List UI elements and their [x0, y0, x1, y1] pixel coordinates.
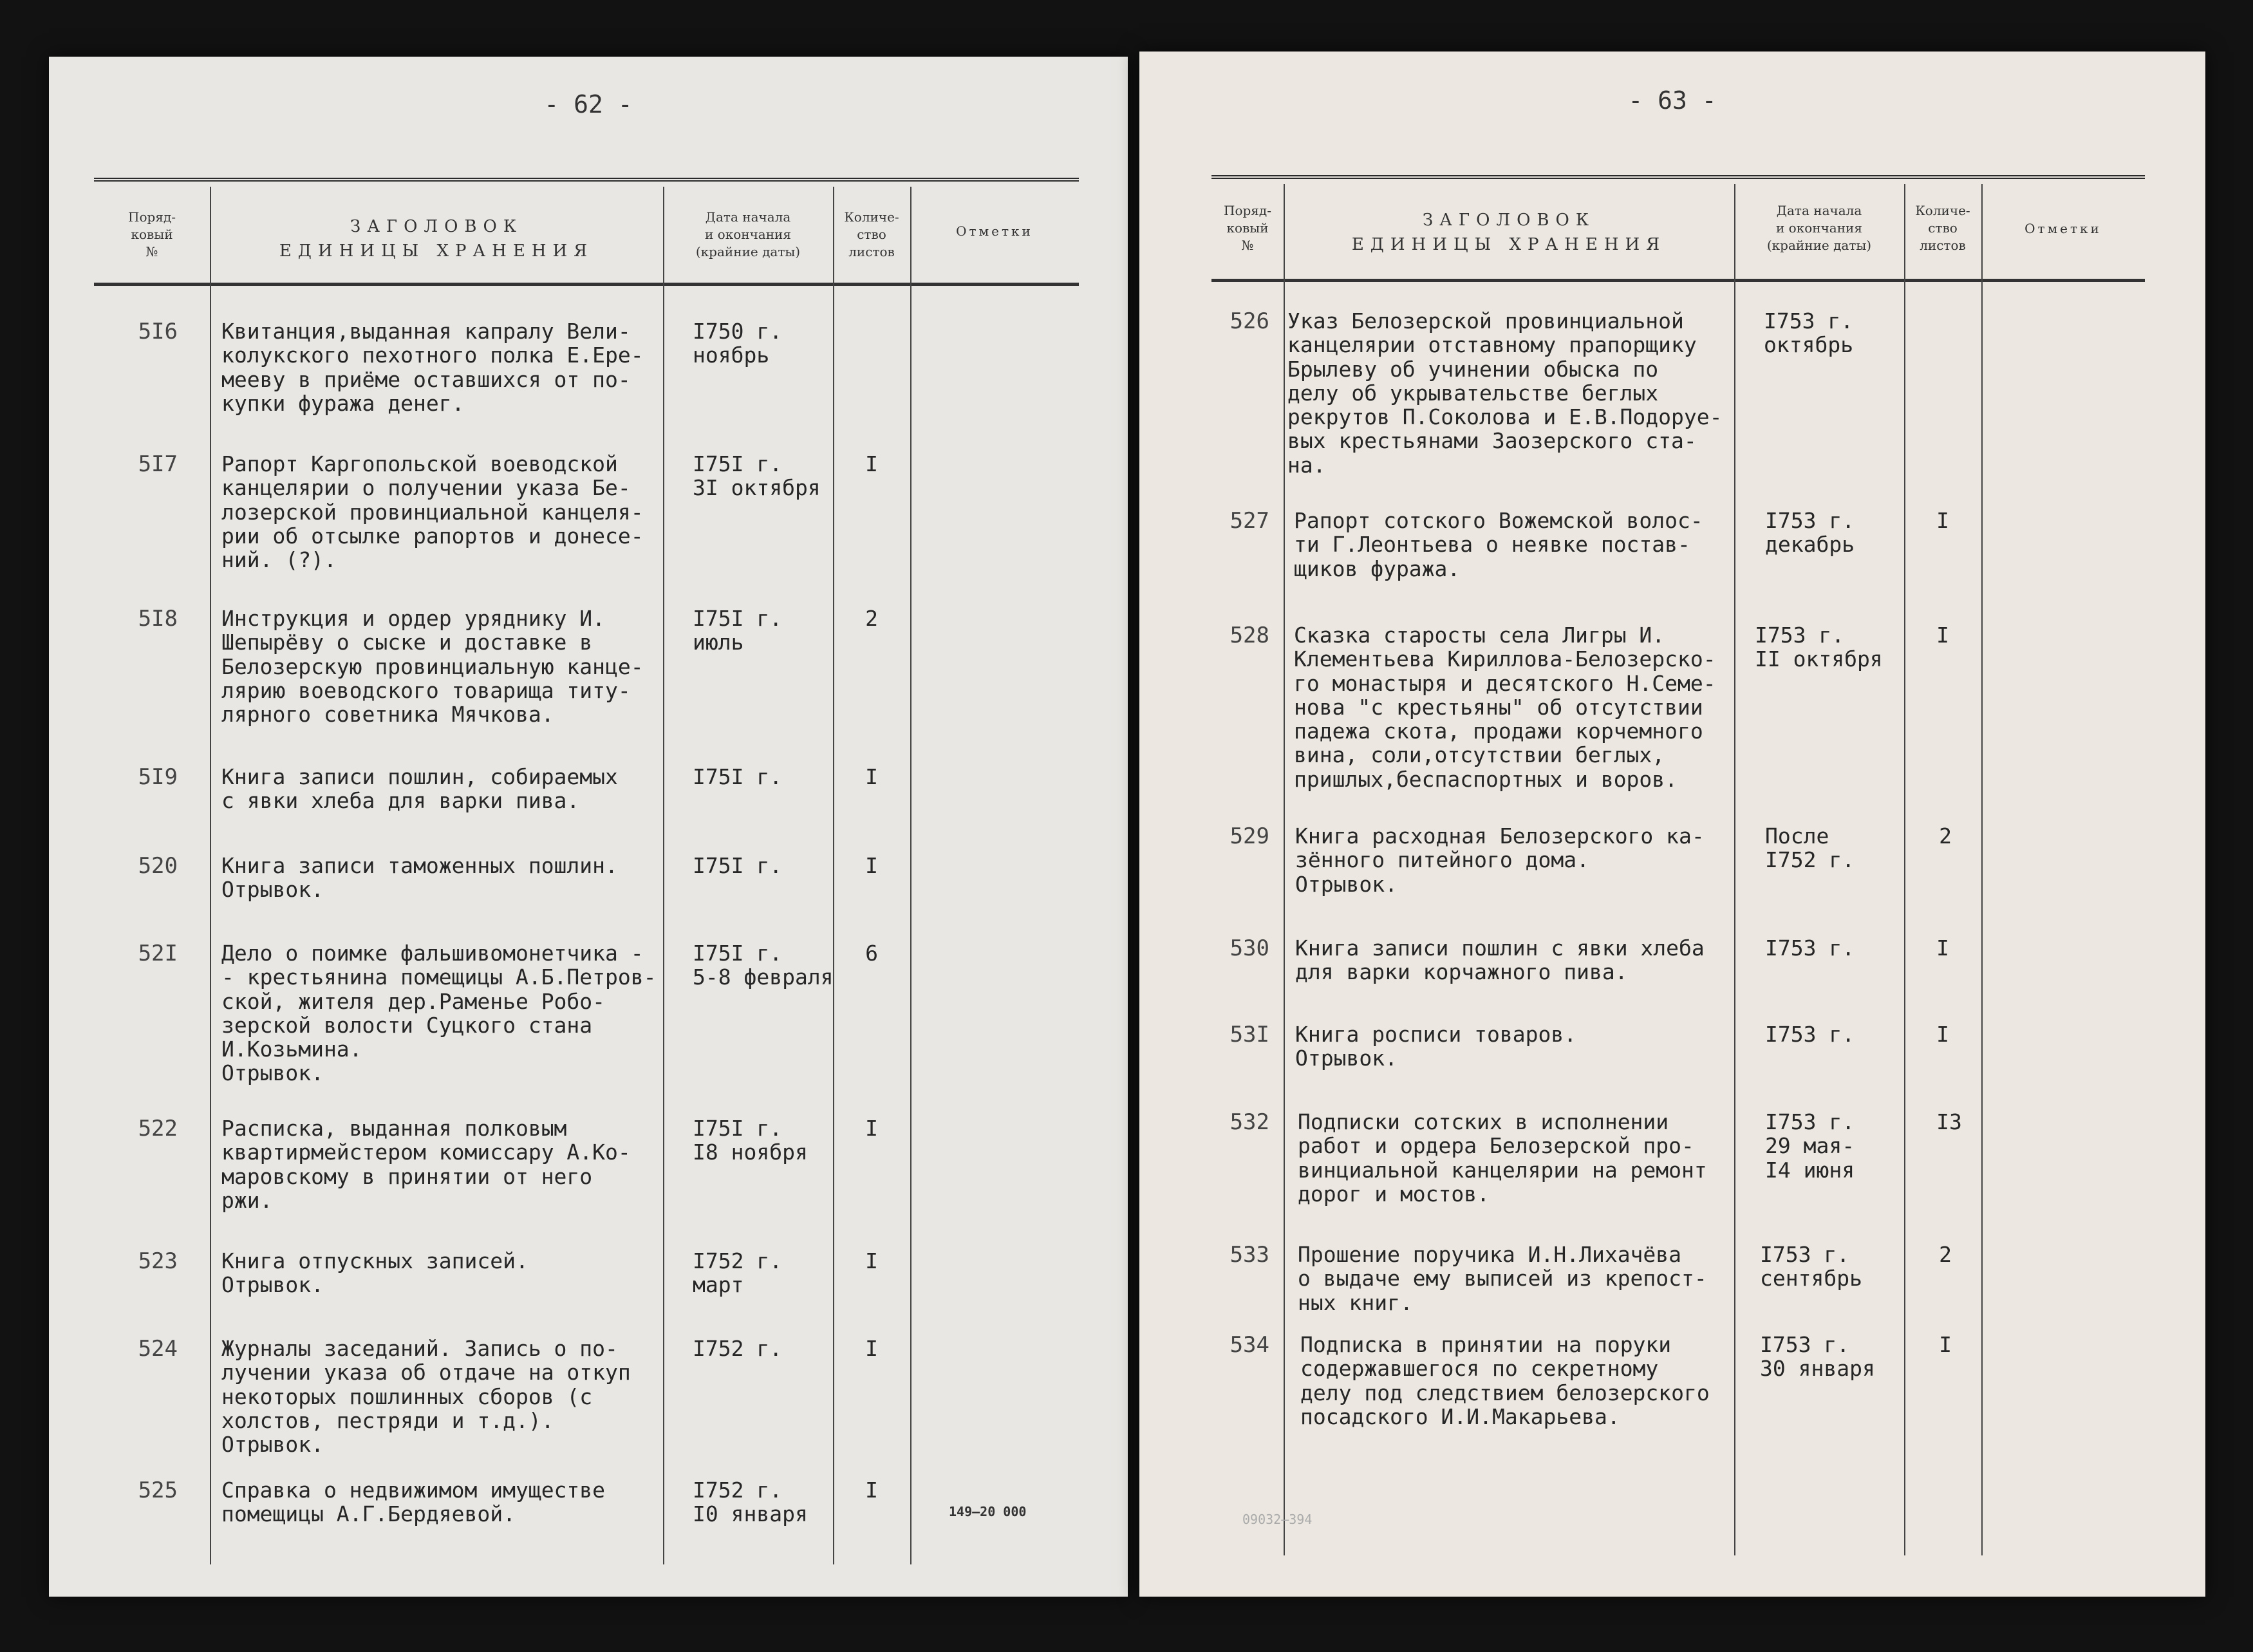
table-top-rule — [1211, 175, 2145, 179]
header-order-number: Поряд- ковый № — [128, 209, 176, 259]
row-number: 534 — [1229, 1332, 1269, 1358]
row-sheet-count: I — [1936, 508, 1949, 533]
row-title: Расписка, выданная полковым квартирмейстером комиссару А.Ко- маровскому в принятии от него ржи. — [221, 1116, 631, 1213]
row-date: I753 г. декабрь — [1765, 508, 1855, 558]
row-number: 527 — [1229, 508, 1269, 534]
inventory-table — [94, 133, 1079, 1562]
row-date: I75I г. — [693, 764, 783, 789]
row-number: 530 — [1229, 935, 1269, 961]
header-title-line2: ЕДИНИЦЫ ХРАНЕНИЯ — [1351, 235, 1667, 254]
row-title: Справка о недвижимом имуществе помещицы А.Г.Бердяевой. — [221, 1478, 606, 1527]
row-number: 528 — [1229, 623, 1269, 648]
row-number: 523 — [138, 1248, 178, 1274]
row-title: Сказка старосты села Лигры И. Клементьева Кириллова-Белозерско- го монастыря и десятского Н.Семе- нова "с крестьяны" об отсутствии падежа скота, продажи корчемного вина, соли,отсутствии беглых, пришлых,беспаспортных и воров. — [1294, 623, 1716, 792]
row-date: I753 г. — [1765, 1022, 1855, 1047]
row-number: 520 — [138, 853, 178, 879]
row-title: Подписки сотских в исполнении работ и ордера Белозерской про- винциальной канцелярии на ремонт дорог и мостов. — [1298, 1109, 1707, 1206]
row-title: Книга записи пошлин с явки хлеба для варки корчажного пива. — [1295, 935, 1705, 985]
row-number: 533 — [1229, 1242, 1269, 1268]
row-sheet-count: I — [865, 1116, 878, 1141]
table-top-rule — [94, 178, 1079, 182]
print-run-mark: 149—20 000 — [949, 1504, 1027, 1519]
row-date: I75I г. июль — [693, 606, 783, 655]
row-number: 5I6 — [138, 319, 178, 344]
row-number: 52I — [138, 941, 178, 966]
row-title: Книга росписи товаров. Отрывок. — [1295, 1022, 1577, 1071]
row-number: 5I9 — [138, 764, 178, 790]
row-sheet-count: I — [865, 1248, 878, 1273]
header-notes: Отметки — [956, 223, 1033, 239]
header-title-line1: ЗАГОЛОВОК — [1423, 211, 1595, 230]
row-date: I75I г. 3I октября — [693, 451, 821, 501]
header-notes: Отметки — [2024, 221, 2102, 236]
row-sheet-count: I — [1936, 623, 1949, 648]
row-date: I753 г. — [1765, 935, 1855, 961]
row-date: I752 г. I0 января — [693, 1478, 808, 1527]
row-title: Рапорт Каргопольской воеводской канцелярии о получении указа Бе- лозерской провинциальной канцеля- рии об отсылке рапортов и донесе- ний. (?). — [221, 451, 644, 573]
header-title-line1: ЗАГОЛОВОК — [350, 217, 523, 236]
header-sheet-count: Количе- ство листов — [1915, 203, 1970, 253]
page-number: - 63 - — [1628, 86, 1717, 115]
row-sheet-count: I — [1939, 1332, 1952, 1357]
column-divider — [1284, 184, 1285, 1555]
row-date: I753 г. 29 мая- I4 июня — [1765, 1109, 1855, 1183]
archive-page-62 — [49, 57, 1128, 1597]
header-bottom-rule — [1211, 279, 2145, 282]
row-date: I75I г. 5-8 февраля — [693, 941, 834, 990]
row-title: Книга записи таможенных пошлин. Отрывок. — [221, 853, 618, 903]
row-date: I753 г. II октября — [1755, 623, 1883, 672]
header-title-line2: ЕДИНИЦЫ ХРАНЕНИЯ — [279, 241, 594, 261]
print-run-mark: 09032—394 — [1242, 1512, 1313, 1527]
row-number: 522 — [138, 1116, 178, 1141]
row-title: Прошение поручика И.Н.Лихачёва о выдаче ему выписей из крепост- ных книг. — [1298, 1242, 1707, 1315]
column-divider — [210, 187, 211, 1564]
row-number: 532 — [1229, 1109, 1269, 1135]
header-order-number: Поряд- ковый № — [1224, 203, 1271, 253]
row-title: Подписка в принятии на поруки содержавшегося по секретному делу под следствием белозерского посадского И.И.Макарьева. — [1300, 1332, 1710, 1429]
row-number: 5I8 — [138, 606, 178, 632]
row-sheet-count: 2 — [1939, 823, 1952, 849]
row-sheet-count: I — [1936, 935, 1949, 961]
row-number: 529 — [1229, 823, 1269, 849]
row-title: Рапорт сотского Вожемской волос- ти Г.Леонтьева о неявке постав- щиков фуража. — [1294, 508, 1703, 581]
row-date: I753 г. сентябрь — [1760, 1242, 1862, 1291]
row-number: 525 — [138, 1478, 178, 1503]
row-title: Квитанция,выданная капралу Вели- колукского пехотного полка Е.Ере- мееву в приёме оставшихся от по- купки фуража денег. — [221, 319, 644, 416]
row-number: 5I7 — [138, 451, 178, 477]
row-sheet-count: I — [865, 853, 878, 878]
page-number: - 62 - — [544, 90, 633, 118]
row-title: Книга отпускных записей. Отрывок. — [221, 1248, 528, 1298]
row-sheet-count: I3 — [1936, 1109, 1962, 1134]
inventory-table — [1211, 122, 2196, 1552]
row-title: Журналы заседаний. Запись о по- лучении указа об отдаче на откуп некоторых пошлинных сборов (с холстов, пестряди и т.д.). Отрывок. — [221, 1336, 631, 1458]
row-title: Книга расходная Белозерского ка- зённого питейного дома. Отрывок. — [1295, 823, 1705, 897]
header-sheet-count: Количе- ство листов — [844, 209, 899, 259]
row-date: I750 г. ноябрь — [693, 319, 783, 368]
row-date: I75I г. — [693, 853, 783, 878]
row-sheet-count: 2 — [865, 606, 878, 631]
row-date: I753 г. октябрь — [1764, 308, 1854, 358]
column-divider — [910, 187, 911, 1564]
row-sheet-count: I — [1936, 1022, 1949, 1047]
row-sheet-count: I — [865, 764, 878, 789]
row-number: 526 — [1229, 308, 1269, 334]
row-title: Книга записи пошлин, собираемых с явки хлеба для варки пива. — [221, 764, 618, 814]
row-sheet-count: I — [865, 1336, 878, 1361]
row-sheet-count: I — [865, 451, 878, 476]
archive-page-63 — [1139, 52, 2205, 1597]
row-date: I752 г. март — [693, 1248, 783, 1298]
row-title: Указ Белозерской провинциальной канцелярии отставному прапорщику Брылеву об учинении обыска по делу об укрывательстве беглых рекрутов П.Соколова и Е.В.Подоруе- вых крестьянами Заозерского ста- на. — [1287, 308, 1723, 478]
header-dates: Дата начала и окончания (крайние даты) — [1766, 203, 1872, 253]
row-date: I753 г. 30 января — [1760, 1332, 1875, 1382]
column-divider — [1981, 184, 1983, 1555]
row-sheet-count: 6 — [865, 941, 878, 966]
row-sheet-count: 2 — [1939, 1242, 1952, 1267]
row-title: Дело о поимке фальшивомонетчика - - крестьянина помещицы А.Б.Петров- ской, жителя дер.Раменье Робо- зерской волости Суцкого стана И.Козьмина. Отрывок. — [221, 941, 657, 1086]
row-date: После I752 г. — [1765, 823, 1855, 873]
row-number: 524 — [138, 1336, 178, 1362]
row-sheet-count: I — [865, 1478, 878, 1503]
row-date: I752 г. — [693, 1336, 783, 1361]
row-number: 53I — [1229, 1022, 1269, 1047]
header-dates: Дата начала и окончания (крайние даты) — [695, 209, 801, 259]
header-bottom-rule — [94, 283, 1079, 286]
row-title: Инструкция и ордер уряднику И. Шепырёву о сыске и доставке в Белозерскую провинциальную канце- лярию воеводского товарища титу- лярного советника Мячкова. — [221, 606, 644, 727]
row-date: I75I г. I8 ноября — [693, 1116, 808, 1165]
